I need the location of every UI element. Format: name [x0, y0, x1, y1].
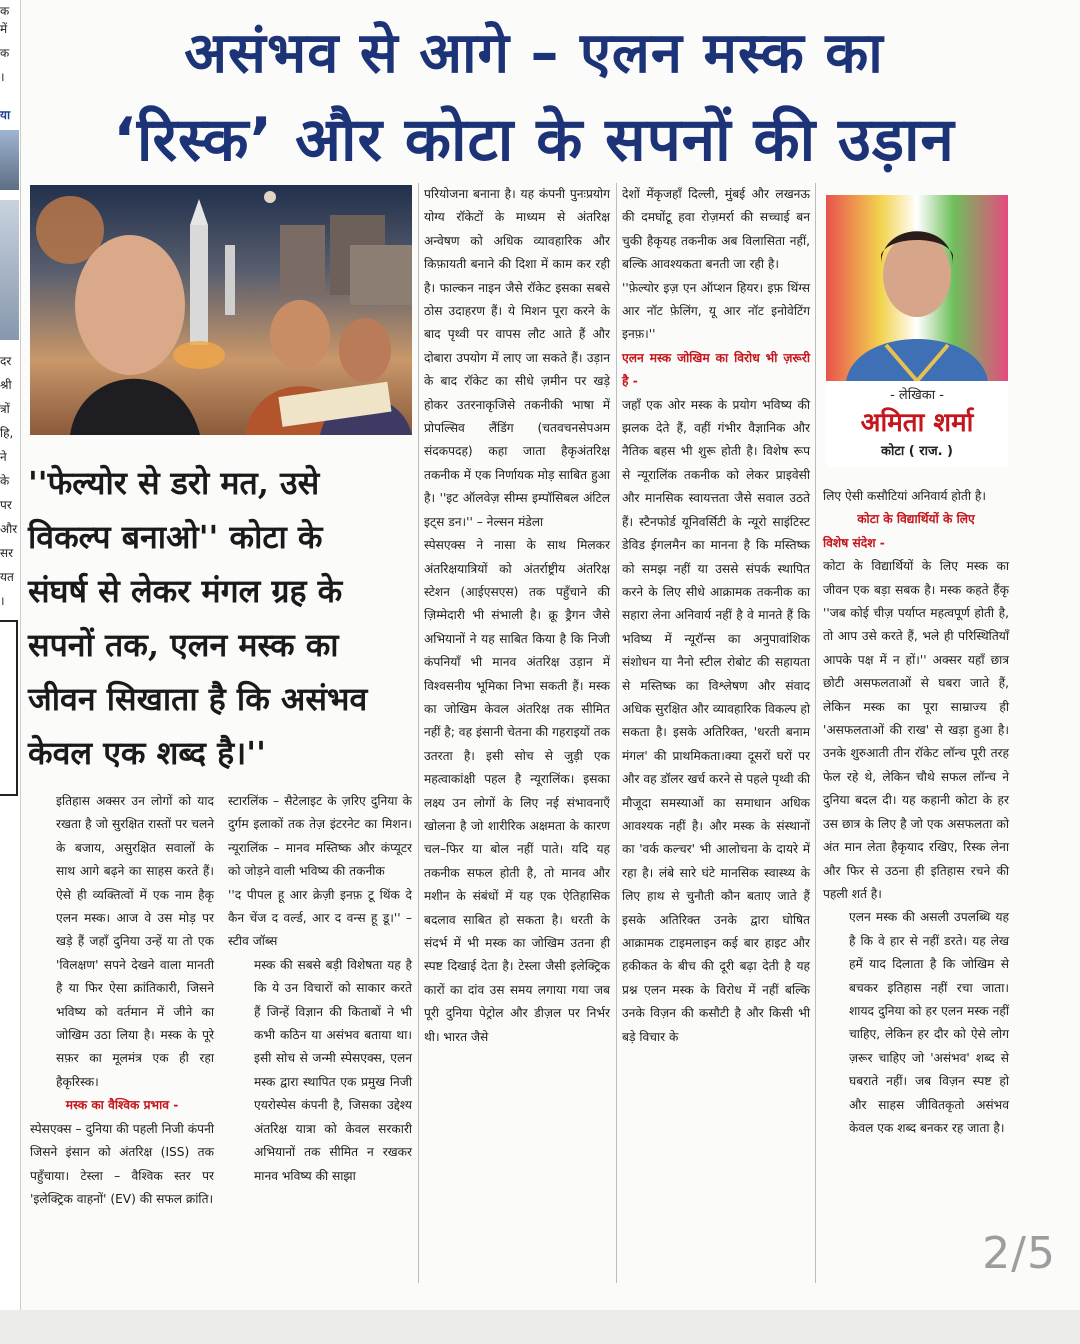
- quote: ''द पीपल हू आर क्रेज़ी इनफ़ टू थिंक दे कैन चेंज द वर्ल्ड, आर द वन्स हू डू।'' – स्टीव जॉब्स: [228, 887, 412, 949]
- pull-quote-line: जीवन सिखाता है कि असंभव: [28, 680, 368, 718]
- paragraph: जहाँ एक ओर मस्क के प्रयोग भविष्य की झलक देते हैं, वहीं गंभीर वैज्ञानिक और नैतिक बहस भी शुरू होती है। विशेष रूप से न्यूरालिंक तकनीक को लेकर प्राइवेसी और मानसिक स्वायत्तता जैसे सवाल उठते हैं। स्टैनफोर्ड यूनिवर्सिटी के न्यूरो साइंटिस्ट डेविड ईगलमैन का मानना है कि मस्तिष्क को समझ नहीं या उससे संपर्क स्थापित करने के लिए सीधे आक्रामक तकनीक का सहारा लेना अनिवार्य नहीं है वे मानते हैं कि भविष्य में न्यूरॉन्स का अनुपावांशिक संशोधन या नैनो स्टील रोबोट की सहायता से मस्तिष्क का विश्लेषण और संवाद अधिक सुरक्षित और व्यावहारिक विकल्प हो सकता है। इसके अतिरिक्त, 'धरती बनाम मंगल' की प्राथमिकता।क्या दूसरों घरों पर और वह डॉलर खर्च करने से पहले पृथ्वी की मौजूदा समस्याओं का समाधान अधिक आवश्यक नहीं है। और मस्क के संस्थानों का 'वर्क कल्चर' भी आलोचना के दायरे में रहा है। लंबे सारे घंटे मानसिक स्वास्थ्य के लिए हाथ से चुनौती कौन बताए जाते हैं इसके अतिरिक्त उनके द्वारा घोषित आक्रामक टाइमलाइन कई बार हाइट और हकीकत के बीच की दूरी बढ़ा देती है यह प्रश्न एलन मस्क के विरोध में नहीं बल्कि उनके विज़न की कसौटी है और किसी भी बड़े विचार के: [622, 397, 810, 1044]
- gutter-text: यत: [0, 570, 14, 584]
- pull-quote-line: सपनों तक, एलन मस्क का: [28, 626, 339, 664]
- gutter-box-border: [0, 620, 18, 796]
- quote: ''फ़ेल्योर इज़ एन ऑप्शन हियर। इफ़ थिंग्स आर नॉट फ़ेलिंग, यू आर नॉट इनोवेटिंग इनफ़।'': [622, 280, 810, 342]
- article-photo-illustration: [30, 185, 412, 435]
- pull-quote-line: ''फेल्योर से डरो मत, उसे: [28, 464, 320, 502]
- article-column-1: [30, 790, 214, 1211]
- author-name: अमिता शर्मा: [860, 408, 974, 438]
- paragraph: इतिहास अक्सर उन लोगों को याद रखता है जो सुरक्षित रास्तों पर चलने के बजाय, असुरक्षित सवालों के साथ आगे बढ़ने का साहस करते हैं। ऐसे ही व्यक्तित्वों में एक नाम हैकृ एलन मस्क। आज वे उस मोड़ पर खड़े हैं जहाँ दुनिया उन्हें या तो एक 'विलक्षण' सपने देखने वाला मानती है या फिर ऐसा क्रांतिकारी, जिसने भविष्य को वर्तमान में जीने का जोखिम उठा लिया है। मस्क के पूरे सफ़र का मूलमंत्र एक ही रहा हैकृरिस्क।: [56, 794, 214, 1089]
- pull-quote-line: संघर्ष से लेकर मंगल ग्रह के: [28, 572, 343, 610]
- headline-line-1: असंभव से आगे – एलन मस्क का: [184, 21, 884, 86]
- article-photo: [30, 185, 412, 435]
- paragraph: स्टारलिंक – सैटेलाइट के ज़रिए दुनिया के दुर्गम इलाकों तक तेज़ इंटरनेट का मिशन। न्यूरालिंक – मानव मस्तिष्क और कंप्यूटर को जोड़ने वाली भविष्य की तकनीक: [228, 794, 412, 879]
- paragraph: लिए ऐसी कसौटियां अनिवार्य होती है।: [823, 489, 986, 503]
- gutter-text: के: [0, 474, 10, 488]
- page-counter: 2/5: [982, 1228, 1056, 1279]
- gutter-text: या: [0, 108, 11, 122]
- gutter-image: [0, 130, 19, 190]
- article-column-4: [622, 183, 810, 1049]
- gutter-text: दर: [0, 354, 12, 368]
- paragraph: परियोजना बनाना है। यह कंपनी पुनःप्रयोग योग्य रॉकेटों के माध्यम से अंतरिक्ष अन्वेषण को अधिक व्यावहारिक और किफ़ायती बनाने की दिशा में काम कर रही है। फाल्कन नाइन जैसे रॉकेट इसका सबसे ठोस उदाहरण हैं। ये मिशन पूरा करने के बाद पृथ्वी पर वापस लौट आते हैं और दोबारा उपयोग में लाए जा सकते हैं। उड़ान के बाद रॉकेट का सीधे ज़मीन पर खड़े होकर उतरनाकृजिसे तकनीकी भाषा में प्रोपल्सिव लैंडिंग (चतवचनसेपअम संदकपदह) कहा जाता हैकृअंतरिक्ष तकनीक में एक निर्णायक मोड़ साबित हुआ है। ''इट ऑलवेज़ सीम्स इम्पॉसिबल अंटिल इट्स डन।'' – नेल्सन मंडेला: [424, 187, 610, 529]
- gutter-image: [0, 200, 19, 340]
- headline-line-2: ‘रिस्क’ और कोटा के सपनों की उड़ान: [113, 105, 955, 175]
- gutter-text: में: [0, 22, 8, 36]
- gutter-text: पर: [0, 498, 12, 512]
- column-divider: [815, 183, 816, 1283]
- author-photo: [826, 195, 1008, 381]
- gutter-text: ।: [0, 594, 5, 608]
- subheading-label: विशेष संदेश -: [823, 535, 885, 550]
- gutter-text: और: [0, 522, 18, 536]
- pull-quote-line: केवल एक शब्द है।'': [28, 734, 266, 772]
- subheading: मस्क का वैश्विक प्रभाव -: [65, 1098, 179, 1113]
- subheading: कोटा के विद्यार्थियों के लिए: [857, 512, 975, 527]
- paragraph: देशों मेंकृजहाँ दिल्ली, मुंबई और लखनऊ की दमघोंटू हवा रोज़मर्रा की सच्चाई बन चुकी हैकृयह तकनीक अब विलासिता नहीं, बल्कि आवश्यकता बनती जा रही है।: [622, 187, 810, 272]
- subheading: एलन मस्क जोखिम का विरोध भी ज़रूरी है -: [622, 350, 810, 389]
- gutter-text: क: [0, 4, 10, 18]
- previous-column-fragment: [0, 0, 21, 1310]
- paragraph: मस्क की सबसे बड़ी विशेषता यह है कि ये उन विचारों को साकार करते हैं जिन्हें विज्ञान की किताबों ने भी कभी कठिन या असंभव बताया था। इसी सोच से जन्मी स्पेसएक्स, एलन मस्क द्वारा स्थापित एक प्रमुख निजी एयरोस्पेस कंपनी है, जिसका उद्देश्य अंतरिक्ष यात्रा को केवल सरकारी अभियानों तक सीमित न रखकर मानव भविष्य की साझा: [254, 957, 412, 1183]
- gutter-text: सर: [0, 546, 14, 560]
- viewer-bottom-bar: [0, 1310, 1080, 1344]
- gutter-text: क: [0, 46, 10, 60]
- pull-quote: [28, 456, 416, 780]
- gutter-text: ।: [0, 70, 5, 84]
- paragraph: स्पेसएक्स – दुनिया की पहली निजी कंपनी जिसने इंसान को अंतरिक्ष (ISS) तक पहुँचाया। टेस्ला – वैश्विक स्तर पर 'इलेक्ट्रिक वाहनों' (EV) की सफल क्रांति।: [30, 1121, 214, 1206]
- paragraph: एलन मस्क की असली उपलब्धि यह है कि वे हार से नहीं डरते। यह लेख हमें याद दिलाता है कि जोखिम से बचकर इतिहास नहीं रचा जाता। शायद दुनिया को हर एलन मस्क नहीं चाहिए, लेकिन हर दौर को ऐसे लोग ज़रूर चाहिए जो 'असंभव' शब्द से घबराते नहीं। जब विज़न स्पष्ट हो और साहस जीवितकृतो असंभव केवल एक शब्द बनकर रह जाता है।: [849, 910, 1009, 1135]
- article-column-5: [823, 485, 1009, 1140]
- author-photo-illustration: [826, 195, 1008, 381]
- gutter-text: ने: [0, 450, 7, 464]
- article-column-3: [424, 183, 610, 1049]
- column-divider: [616, 183, 617, 1283]
- gutter-text: त्रों: [0, 402, 10, 416]
- author-role: - लेखिका -: [890, 388, 944, 403]
- author-box: [826, 195, 1008, 467]
- gutter-text: श्री: [0, 378, 12, 392]
- pull-quote-line: विकल्प बनाओ'' कोटा के: [28, 518, 323, 556]
- column-divider: [418, 183, 419, 1283]
- gutter-text: हि,: [0, 426, 14, 440]
- paragraph: स्पेसएक्स ने नासा के साथ मिलकर अंतरिक्षयात्रियों को अंतर्राष्ट्रीय अंतरिक्ष स्टेशन (आईएसएस) तक पहुँचाने की ज़िम्मेदारी भी संभाली है। क्रू ड्रैगन जैसे अभियानों ने यह साबित किया है कि निजी कंपनियाँ भी मानव अंतरिक्ष उड़ान में विश्वसनीय भूमिका निभा सकती हैं। मस्क का जोखिम केवल अंतरिक्ष तक सीमित नहीं है; वह इंसानी चेतना की गहराइयों तक उतरता है। इसी सोच से जुड़ी एक महत्वाकांक्षी पहल है न्यूरालिंक। इसका लक्ष्य उन लोगों के लिए नई संभावनाएँ खोलना है जो शारीरिक अक्षमता के कारण चल–फिर या बोल नहीं पाते। यदि यह तकनीक सफल होती है, तो मानव और मशीन के संबंधों में यह एक ऐतिहासिक बदलाव साबित हो सकता है। धरती के संदर्भ में भी मस्क का जोखिम उतना ही स्पष्ट दिखाई देता है। टेस्ला जैसी इलेक्ट्रिक कारों का दांव उस समय लगाया गया जब पूरी दुनिया पेट्रोल और डीज़ल पर निर्भर थी। भारत जैसे: [424, 538, 610, 1044]
- paragraph: कोटा के विद्यार्थियों के लिए मस्क का जीवन एक बड़ा सबक है। मस्क कहते हैंकृ ''जब कोई चीज़ पर्याप्त महत्वपूर्ण होती है, तो आप उसे करते हैं, भले ही परिस्थितियाँ आपके पक्ष में न हों।'' अक्सर यहाँ छात्र छोटी असफलताओं से घबरा जाते हैं, लेकिन मस्क का पूरा साम्राज्य ही 'असफलताओं की राख' से खड़ा हुआ है। उनके शुरुआती तीन रॉकेट लॉन्च पूरी तरह फेल रहे थे, लेकिन चौथे सफल लॉन्च ने दुनिया बदल दी। यह कहानी कोटा के हर उस छात्र के लिए है जो एक असफलता को अंत मान लेता हैकृयाद रखिए, रिस्क लेना और फिर से उठना ही इतिहास रचने की पहली शर्त है।: [823, 559, 1009, 901]
- article-column-2: [228, 790, 412, 1188]
- author-place: कोटा ( राज. ): [881, 444, 953, 459]
